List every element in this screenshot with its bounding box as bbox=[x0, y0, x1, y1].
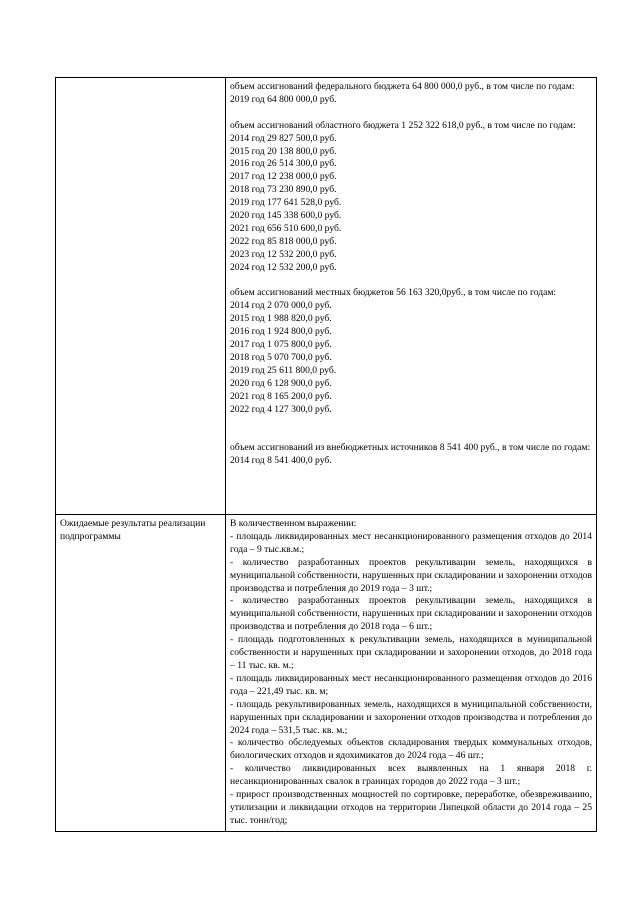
results-label-cell bbox=[56, 515, 226, 832]
regional-year: 2021 год 656 510 600,0 руб. bbox=[230, 222, 342, 234]
regional-intro: объем ассигнований областного бюджета 1 252 322 618,0 руб., в том числе по годам: bbox=[230, 119, 576, 131]
federal-year: 2019 год 64 800 000,0 руб. bbox=[230, 93, 337, 105]
result-item: - количество ликвидированных всех выявленных на 1 января 2018 г. несанкционированных свалок в границах городов до 2022 года – 3 шт.; bbox=[230, 763, 592, 788]
regional-year: 2022 год 85 818 000,0 руб. bbox=[230, 235, 337, 247]
results-heading: В количественном выражении: bbox=[230, 518, 357, 529]
financing-content-cell bbox=[226, 78, 597, 515]
extra-intro: объем ассигнований из внебюджетных источников 8 541 400 руб., в том числе по годам: bbox=[230, 442, 591, 454]
result-item: - количество разработанных проектов рекультивации земель, находящихся в муниципальной собственности, нарушенных при складировании и захоронении отходов производства и потребления до 2018 года – 6 шт.; bbox=[230, 595, 592, 633]
results-content-cell bbox=[226, 515, 597, 832]
result-item: - количество обследуемых объектов складирования твердых коммунальных отходов, биологических отходов и ядохимикатов до 2024 года – 46 шт.; bbox=[230, 737, 592, 762]
local-year: 2014 год 2 070 000,0 руб. bbox=[230, 300, 332, 312]
regional-year: 2024 год 12 532 200,0 руб. bbox=[230, 261, 337, 273]
local-year: 2019 год 25 611 800,0 руб. bbox=[230, 364, 337, 376]
regional-year: 2019 год 177 641 528,0 руб. bbox=[230, 197, 342, 209]
local-year: 2015 год 1 988 820,0 руб. bbox=[230, 313, 332, 325]
result-item: - площадь ликвидированных мест несанкционированного размещения отходов до 2014 года – 9 тыс.кв.м.; bbox=[230, 530, 592, 555]
regional-year: 2023 год 12 532 200,0 руб. bbox=[230, 248, 337, 260]
regional-year: 2017 год 12 238 000,0 руб. bbox=[230, 171, 337, 183]
local-intro: объем ассигнований местных бюджетов 56 163 320,0руб., в том числе по годам: bbox=[230, 287, 557, 299]
local-year: 2022 год 4 127 300,0 руб. bbox=[230, 403, 332, 415]
federal-intro: объем ассигнований федерального бюджета 64 800 000,0 руб., в том числе по годам: bbox=[230, 81, 575, 92]
financing-label-cell bbox=[56, 78, 226, 515]
result-item: - количество разработанных проектов рекультивации земель, находящихся в муниципальной собственности, нарушенных при складировании и захоронении отходов производства и потребления до 2019 года – 3 шт.; bbox=[230, 556, 592, 594]
regional-year: 2015 год 20 138 800,0 руб. bbox=[230, 145, 337, 157]
regional-year: 2018 год 73 230 890,0 руб. bbox=[230, 184, 337, 196]
local-year: 2017 год 1 075 800,0 руб. bbox=[230, 339, 332, 351]
result-item: - площадь ликвидированных мест несанкционированного размещения отходов до 2016 года – 221,49 тыс. кв. м; bbox=[230, 672, 592, 697]
local-year: 2018 год 5 070 700,0 руб. bbox=[230, 352, 332, 363]
regional-year: 2014 год 29 827 500,0 руб. bbox=[230, 132, 337, 144]
regional-year: 2020 год 145 338 600,0 руб. bbox=[230, 210, 342, 222]
program-table bbox=[55, 77, 597, 832]
regional-year: 2016 год 26 514 300,0 руб. bbox=[230, 158, 337, 170]
result-item: - площадь рекультивированных земель, находящихся в муниципальной собственности, нарушенных при складировании и захоронении отходов производства и потребления до 2024 года – 531,5 тыс. кв. м.; bbox=[230, 698, 592, 736]
local-year: 2016 год 1 924 800,0 руб. bbox=[230, 326, 332, 338]
results-row bbox=[56, 515, 597, 832]
local-year: 2021 год 8 165 200,0 руб. bbox=[230, 390, 332, 402]
result-item: - прирост производственных мощностей по сортировке, переработке, обезвреживанию, утилизации и ликвидации отходов на территории Липецкой области до 2014 года – 25 тыс. тонн/год; bbox=[230, 789, 592, 826]
results-label: Ожидаемые результаты реализации подпрограммы bbox=[60, 518, 206, 542]
result-item: - площадь подготовленных к рекультивации земель, находящихся в муниципальной собственности и нарушенных при складировании и захоронении отходов, до 2018 года – 11 тыс. кв. м.; bbox=[230, 634, 592, 671]
local-year: 2020 год 6 128 900,0 руб. bbox=[230, 377, 332, 389]
extra-year: 2014 год 8 541 400,0 руб. bbox=[230, 455, 332, 467]
financing-row bbox=[56, 78, 597, 515]
